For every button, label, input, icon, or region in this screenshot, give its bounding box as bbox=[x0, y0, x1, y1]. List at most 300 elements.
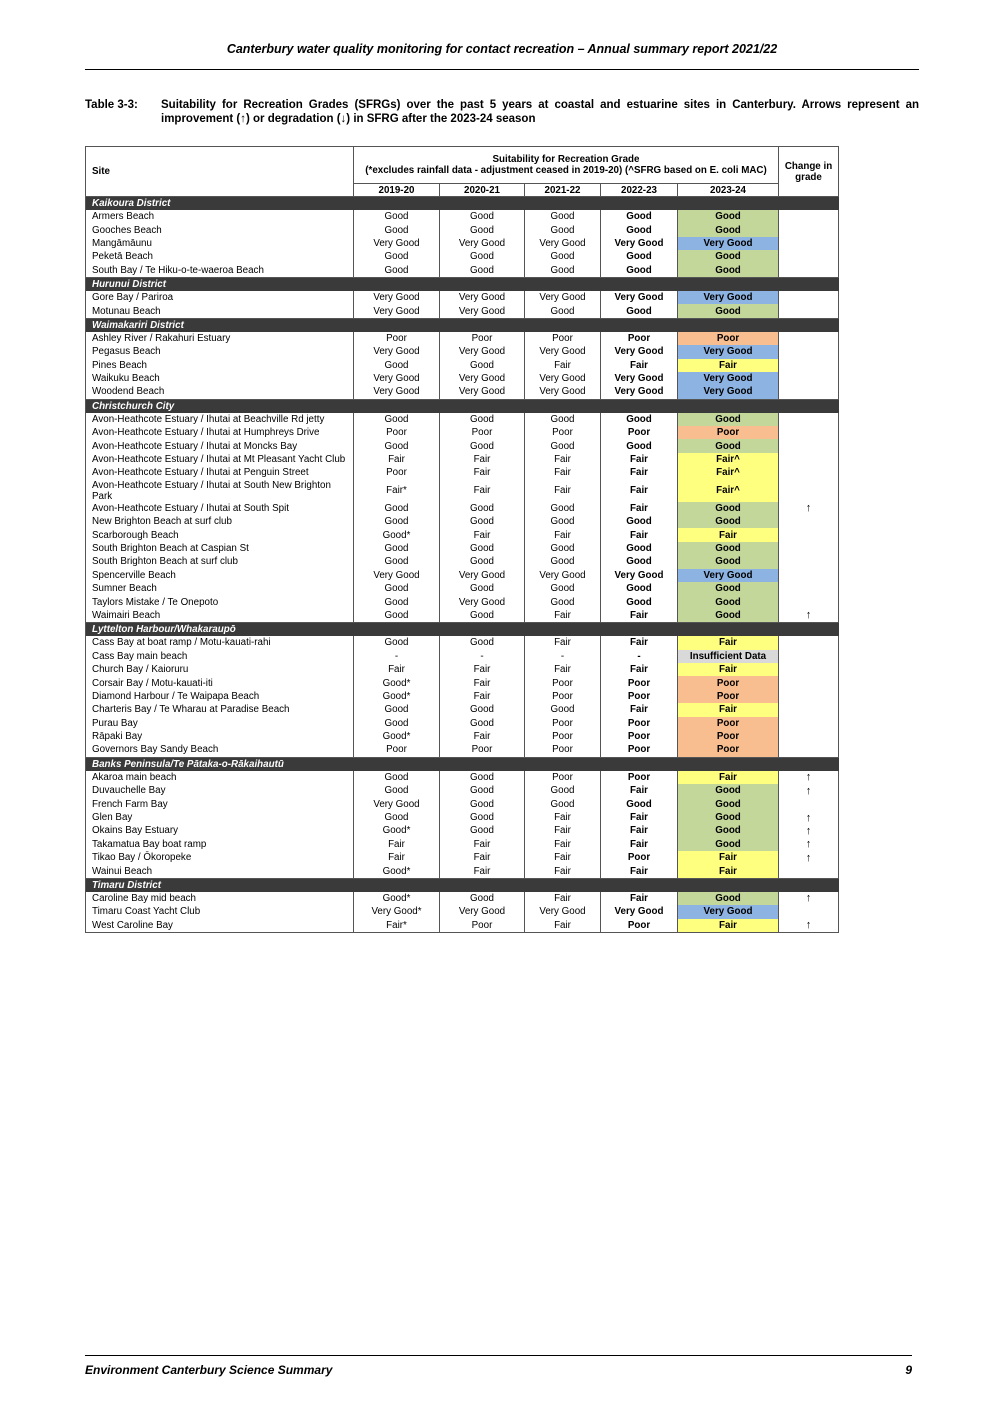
change-arrow-icon bbox=[779, 650, 839, 663]
change-arrow-icon: ↑ bbox=[779, 502, 839, 515]
grade-cell: Fair bbox=[601, 864, 678, 878]
grade-cell: Fair bbox=[440, 730, 525, 743]
district-row-cell bbox=[678, 399, 779, 413]
table-row bbox=[86, 743, 839, 757]
grade-cell: Poor bbox=[440, 743, 525, 757]
grade-cell: Good bbox=[678, 595, 779, 608]
district-row-cell bbox=[440, 197, 525, 211]
change-arrow-icon: ↑ bbox=[779, 811, 839, 824]
page-number: 9 bbox=[905, 1363, 912, 1377]
district-row-cell bbox=[601, 277, 678, 291]
grade-cell: Good bbox=[678, 210, 779, 223]
district-row-cell bbox=[354, 878, 440, 892]
table-row bbox=[86, 905, 839, 918]
grade-cell: Good bbox=[601, 210, 678, 223]
district-row-cell bbox=[354, 623, 440, 637]
grade-cell: Good bbox=[678, 264, 779, 278]
grade-cell: Very Good bbox=[354, 385, 440, 399]
grade-cell: Poor bbox=[354, 426, 440, 439]
grade-cell: Good bbox=[678, 797, 779, 810]
table-row bbox=[86, 569, 839, 582]
district-row-cell bbox=[354, 757, 440, 771]
grade-cell: Very Good bbox=[601, 905, 678, 918]
change-arrow-icon bbox=[779, 223, 839, 236]
grade-cell: Good bbox=[678, 609, 779, 623]
grade-cell: - bbox=[525, 650, 601, 663]
grade-cell: Poor bbox=[678, 332, 779, 345]
grade-cell: Good* bbox=[354, 730, 440, 743]
district-row bbox=[86, 623, 839, 637]
district-row-cell bbox=[678, 197, 779, 211]
grade-cell: Fair bbox=[678, 851, 779, 864]
district-row bbox=[86, 399, 839, 413]
grade-cell: Good bbox=[678, 515, 779, 528]
grade-cell: Good bbox=[678, 413, 779, 426]
change-arrow-icon bbox=[779, 703, 839, 716]
grade-cell: Good bbox=[525, 582, 601, 595]
grade-cell: Fair bbox=[601, 892, 678, 905]
grade-cell: Good bbox=[440, 555, 525, 568]
grade-cell: Good bbox=[525, 703, 601, 716]
district-row-cell bbox=[678, 878, 779, 892]
grade-cell: Fair bbox=[354, 851, 440, 864]
district-row-cell bbox=[440, 757, 525, 771]
site-name: Rāpaki Bay bbox=[86, 730, 354, 743]
grade-cell: Good bbox=[601, 797, 678, 810]
table-row bbox=[86, 824, 839, 837]
district-row-cell bbox=[779, 757, 839, 771]
site-name: Duvauchelle Bay bbox=[86, 784, 354, 797]
grade-cell: Very Good bbox=[525, 237, 601, 250]
grade-cell: Very Good bbox=[601, 345, 678, 358]
table-row bbox=[86, 892, 839, 905]
grade-cell: Very Good bbox=[354, 372, 440, 385]
grade-cell: Good bbox=[354, 223, 440, 236]
site-name: Corsair Bay / Motu-kauati-iti bbox=[86, 676, 354, 689]
grade-cell: Very Good* bbox=[354, 905, 440, 918]
district-row-cell bbox=[678, 277, 779, 291]
grade-cell: Good bbox=[354, 515, 440, 528]
grade-cell: Insufficient Data bbox=[678, 650, 779, 663]
footer-rule bbox=[85, 1355, 912, 1356]
site-name: Diamond Harbour / Te Waipapa Beach bbox=[86, 690, 354, 703]
change-arrow-icon: ↑ bbox=[779, 771, 839, 784]
grade-cell: Fair bbox=[601, 480, 678, 502]
grade-cell: Very Good bbox=[678, 237, 779, 250]
change-arrow-icon bbox=[779, 595, 839, 608]
district-row-cell bbox=[779, 277, 839, 291]
grade-cell: Good bbox=[525, 797, 601, 810]
district-row-cell bbox=[525, 197, 601, 211]
district-row-cell bbox=[779, 318, 839, 332]
site-name: Avon-Heathcote Estuary / Ihutai at Moncks Bay bbox=[86, 439, 354, 452]
grade-cell: Poor bbox=[601, 730, 678, 743]
table-row bbox=[86, 771, 839, 784]
site-name: Governors Bay Sandy Beach bbox=[86, 743, 354, 757]
grade-cell: Very Good bbox=[440, 304, 525, 318]
district-row-cell bbox=[678, 757, 779, 771]
year-header: 2020-21 bbox=[440, 184, 525, 197]
table-row bbox=[86, 690, 839, 703]
table-row bbox=[86, 453, 839, 466]
change-arrow-icon bbox=[779, 542, 839, 555]
change-arrow-icon bbox=[779, 304, 839, 318]
table-row bbox=[86, 359, 839, 372]
site-name: Avon-Heathcote Estuary / Ihutai at Penguin Street bbox=[86, 466, 354, 479]
change-arrow-icon bbox=[779, 250, 839, 263]
table-row bbox=[86, 595, 839, 608]
grade-cell: Fair bbox=[525, 663, 601, 676]
grade-cell: Good bbox=[678, 304, 779, 318]
change-arrow-icon: ↑ bbox=[779, 838, 839, 851]
grade-cell: Good* bbox=[354, 676, 440, 689]
grade-cell: Very Good bbox=[601, 237, 678, 250]
district-row-cell bbox=[354, 399, 440, 413]
grade-cell: Good bbox=[678, 892, 779, 905]
grade-cell: Very Good bbox=[440, 569, 525, 582]
page-header: Canterbury water quality monitoring for contact recreation – Annual summary report 2021/22 bbox=[226, 42, 778, 56]
grade-cell: Poor bbox=[601, 771, 678, 784]
grade-cell: Fair bbox=[440, 851, 525, 864]
change-arrow-icon bbox=[779, 345, 839, 358]
grade-cell: Good bbox=[678, 824, 779, 837]
district-row bbox=[86, 878, 839, 892]
table-row bbox=[86, 345, 839, 358]
grade-cell: Poor bbox=[678, 426, 779, 439]
grade-cell: Very Good bbox=[354, 569, 440, 582]
grade-cell: Very Good bbox=[354, 304, 440, 318]
change-arrow-icon: ↑ bbox=[779, 919, 839, 933]
grade-cell: Poor bbox=[440, 332, 525, 345]
grade-cell: Fair bbox=[525, 359, 601, 372]
grade-cell: Poor bbox=[678, 690, 779, 703]
grade-cell: Fair bbox=[354, 663, 440, 676]
grade-cell: Very Good bbox=[440, 385, 525, 399]
grade-cell: Good bbox=[525, 250, 601, 263]
table-row bbox=[86, 502, 839, 515]
district-row-cell bbox=[440, 277, 525, 291]
grade-cell: Good bbox=[525, 502, 601, 515]
grade-header-line1: Suitability for Recreation Grade bbox=[492, 154, 640, 165]
change-arrow-icon bbox=[779, 569, 839, 582]
district-row-cell bbox=[354, 277, 440, 291]
change-arrow-icon bbox=[779, 663, 839, 676]
grade-cell: Poor bbox=[601, 919, 678, 933]
change-arrow-icon bbox=[779, 439, 839, 452]
grade-cell: Very Good bbox=[440, 237, 525, 250]
grade-cell: Fair bbox=[440, 480, 525, 502]
grade-cell: Good bbox=[440, 582, 525, 595]
table-row bbox=[86, 291, 839, 304]
grade-cell: Good bbox=[601, 439, 678, 452]
grade-cell: Fair bbox=[678, 919, 779, 933]
grade-cell: Poor bbox=[601, 717, 678, 730]
change-arrow-icon: ↑ bbox=[779, 784, 839, 797]
grade-cell: Poor bbox=[525, 690, 601, 703]
year-header: 2019-20 bbox=[354, 184, 440, 197]
change-arrow-icon bbox=[779, 717, 839, 730]
grade-cell: Poor bbox=[601, 743, 678, 757]
caption-number: Table 3-3: bbox=[85, 99, 138, 111]
district-row-cell bbox=[779, 878, 839, 892]
district-name: Timaru District bbox=[86, 878, 354, 892]
grade-cell: Poor bbox=[601, 426, 678, 439]
table-body bbox=[86, 197, 839, 933]
site-name: Woodend Beach bbox=[86, 385, 354, 399]
site-name: Purau Bay bbox=[86, 717, 354, 730]
site-name: Motunau Beach bbox=[86, 304, 354, 318]
table-row bbox=[86, 332, 839, 345]
grade-cell: Good bbox=[440, 502, 525, 515]
table-row bbox=[86, 480, 839, 502]
district-name: Kaikoura District bbox=[86, 197, 354, 211]
district-row-cell bbox=[601, 878, 678, 892]
district-row-cell bbox=[601, 399, 678, 413]
grade-cell: Very Good bbox=[354, 237, 440, 250]
site-name: Akaroa main beach bbox=[86, 771, 354, 784]
table-row bbox=[86, 650, 839, 663]
grade-cell: Poor bbox=[678, 730, 779, 743]
grade-cell: Good* bbox=[354, 864, 440, 878]
grade-cell: Fair bbox=[440, 453, 525, 466]
table-row bbox=[86, 663, 839, 676]
grade-cell: Good bbox=[601, 264, 678, 278]
grade-cell: Poor bbox=[525, 426, 601, 439]
site-name: Cass Bay main beach bbox=[86, 650, 354, 663]
table-row bbox=[86, 223, 839, 236]
grade-cell: Good bbox=[440, 515, 525, 528]
grade-cell: - bbox=[354, 650, 440, 663]
grade-cell: Poor bbox=[354, 332, 440, 345]
grade-cell: Very Good bbox=[601, 372, 678, 385]
grade-cell: Good bbox=[354, 582, 440, 595]
table-row bbox=[86, 609, 839, 623]
grade-cell: Good bbox=[440, 784, 525, 797]
grade-cell: Poor bbox=[525, 676, 601, 689]
grade-cell: Fair bbox=[601, 502, 678, 515]
caption-text: Suitability for Recreation Grades (SFRGs) over the past 5 years at coastal and estuarine sites in Canterbury. Arrows represent an improvement (↑) or degradation (↓) in SFRG after the 2023-24 season bbox=[161, 99, 919, 125]
grade-cell: Fair bbox=[440, 466, 525, 479]
grade-cell: Good bbox=[601, 223, 678, 236]
grade-cell: Very Good bbox=[525, 372, 601, 385]
district-row-cell bbox=[525, 878, 601, 892]
grade-cell: Fair bbox=[601, 636, 678, 649]
table-row bbox=[86, 515, 839, 528]
site-name: Wainui Beach bbox=[86, 864, 354, 878]
grade-cell: Good bbox=[354, 703, 440, 716]
district-row bbox=[86, 197, 839, 211]
sfrg-table bbox=[85, 146, 839, 933]
grade-cell: Very Good bbox=[525, 291, 601, 304]
grade-cell: Fair^ bbox=[678, 466, 779, 479]
grade-cell: Good bbox=[440, 210, 525, 223]
district-row-cell bbox=[525, 623, 601, 637]
district-row-cell bbox=[678, 318, 779, 332]
grade-cell: Fair bbox=[525, 824, 601, 837]
grade-cell: Fair bbox=[525, 811, 601, 824]
district-name: Christchurch City bbox=[86, 399, 354, 413]
change-arrow-icon bbox=[779, 555, 839, 568]
table-row bbox=[86, 304, 839, 318]
grade-cell: Fair bbox=[525, 453, 601, 466]
change-arrow-icon bbox=[779, 372, 839, 385]
change-arrow-icon bbox=[779, 743, 839, 757]
grade-cell: Fair bbox=[678, 771, 779, 784]
grade-cell: Good bbox=[354, 636, 440, 649]
grade-cell: Fair bbox=[678, 703, 779, 716]
grade-cell: Poor bbox=[525, 730, 601, 743]
grade-cell: Fair bbox=[525, 919, 601, 933]
grade-cell: Poor bbox=[525, 743, 601, 757]
district-row-cell bbox=[678, 623, 779, 637]
table-row bbox=[86, 210, 839, 223]
district-row bbox=[86, 318, 839, 332]
change-arrow-icon bbox=[779, 426, 839, 439]
grade-cell: Good bbox=[354, 439, 440, 452]
district-row-cell bbox=[525, 757, 601, 771]
change-arrow-icon bbox=[779, 864, 839, 878]
grade-cell: Fair bbox=[440, 864, 525, 878]
grade-cell: Poor bbox=[525, 332, 601, 345]
grade-cell: Fair bbox=[678, 528, 779, 541]
table-row bbox=[86, 851, 839, 864]
change-column-header: Change in grade bbox=[779, 147, 839, 197]
grade-cell: Good bbox=[678, 838, 779, 851]
grade-cell: Good bbox=[601, 413, 678, 426]
grade-cell: Very Good bbox=[601, 385, 678, 399]
table-row bbox=[86, 413, 839, 426]
grade-cell: Very Good bbox=[354, 291, 440, 304]
change-arrow-icon: ↑ bbox=[779, 609, 839, 623]
site-name: Peketā Beach bbox=[86, 250, 354, 263]
grade-cell: Good bbox=[678, 223, 779, 236]
site-name: Avon-Heathcote Estuary / Ihutai at South Spit bbox=[86, 502, 354, 515]
table-row bbox=[86, 372, 839, 385]
change-arrow-icon bbox=[779, 413, 839, 426]
grade-cell: Poor bbox=[601, 332, 678, 345]
site-name: Avon-Heathcote Estuary / Ihutai at Mt Pleasant Yacht Club bbox=[86, 453, 354, 466]
change-arrow-icon: ↑ bbox=[779, 892, 839, 905]
site-name: Timaru Coast Yacht Club bbox=[86, 905, 354, 918]
site-name: Taylors Mistake / Te Onepoto bbox=[86, 595, 354, 608]
grade-cell: Fair bbox=[678, 663, 779, 676]
grade-cell: Good bbox=[601, 595, 678, 608]
grade-cell: Good bbox=[678, 784, 779, 797]
grade-cell: Good bbox=[601, 515, 678, 528]
site-name: French Farm Bay bbox=[86, 797, 354, 810]
grade-cell: Very Good bbox=[601, 569, 678, 582]
grade-cell: Very Good bbox=[354, 797, 440, 810]
grade-cell: Good bbox=[354, 413, 440, 426]
grade-cell: Good* bbox=[354, 528, 440, 541]
grade-cell: Poor bbox=[678, 743, 779, 757]
grade-cell: Fair bbox=[525, 864, 601, 878]
site-name: South Bay / Te Hiku-o-te-waeroa Beach bbox=[86, 264, 354, 278]
grade-cell: Good bbox=[354, 542, 440, 555]
change-arrow-icon bbox=[779, 385, 839, 399]
grade-cell: Good bbox=[440, 250, 525, 263]
grade-cell: Fair bbox=[354, 838, 440, 851]
grade-cell: Very Good bbox=[525, 905, 601, 918]
table-row bbox=[86, 264, 839, 278]
change-arrow-icon bbox=[779, 690, 839, 703]
grade-cell: Fair bbox=[440, 663, 525, 676]
change-arrow-icon bbox=[779, 480, 839, 502]
grade-cell: Good bbox=[440, 439, 525, 452]
grade-cell: Poor bbox=[601, 676, 678, 689]
change-arrow-icon bbox=[779, 237, 839, 250]
grade-cell: Fair bbox=[440, 838, 525, 851]
site-name: Avon-Heathcote Estuary / Ihutai at Beachville Rd jetty bbox=[86, 413, 354, 426]
district-name: Waimakariri District bbox=[86, 318, 354, 332]
grade-cell: Good bbox=[525, 542, 601, 555]
grade-cell: Very Good bbox=[440, 905, 525, 918]
site-name: Spencerville Beach bbox=[86, 569, 354, 582]
footer-title: Environment Canterbury Science Summary bbox=[85, 1363, 333, 1377]
grade-cell: Very Good bbox=[440, 372, 525, 385]
site-name: Mangāmāunu bbox=[86, 237, 354, 250]
site-name: Cass Bay at boat ramp / Motu-kauati-rahi bbox=[86, 636, 354, 649]
grade-cell: Good bbox=[601, 250, 678, 263]
grade-cell: Good bbox=[525, 784, 601, 797]
table-row bbox=[86, 555, 839, 568]
site-name: Gooches Beach bbox=[86, 223, 354, 236]
table-row bbox=[86, 426, 839, 439]
grade-cell: Good bbox=[354, 609, 440, 623]
grade-cell: Good bbox=[440, 264, 525, 278]
grade-cell: Very Good bbox=[354, 345, 440, 358]
grade-cell: Poor bbox=[354, 466, 440, 479]
change-arrow-icon bbox=[779, 359, 839, 372]
grade-cell: Poor bbox=[440, 919, 525, 933]
grade-cell: Fair bbox=[601, 466, 678, 479]
site-column-header: Site bbox=[86, 147, 354, 197]
grade-cell: Good bbox=[525, 555, 601, 568]
site-name: Scarborough Beach bbox=[86, 528, 354, 541]
grade-cell: Good bbox=[601, 582, 678, 595]
grade-cell: Very Good bbox=[678, 291, 779, 304]
grade-header-line2: (*excludes rainfall data - adjustment ceased in 2019-20) (^SFRG based on E. coli MAC) bbox=[365, 165, 767, 176]
grade-cell: Very Good bbox=[440, 291, 525, 304]
site-name: Pegasus Beach bbox=[86, 345, 354, 358]
grade-cell: Poor bbox=[525, 717, 601, 730]
table-row bbox=[86, 466, 839, 479]
change-arrow-icon bbox=[779, 582, 839, 595]
site-name: Avon-Heathcote Estuary / Ihutai at Humphreys Drive bbox=[86, 426, 354, 439]
grade-cell: Good bbox=[440, 636, 525, 649]
change-arrow-icon bbox=[779, 636, 839, 649]
grade-cell: Good bbox=[354, 595, 440, 608]
table-row bbox=[86, 542, 839, 555]
site-name: Waikuku Beach bbox=[86, 372, 354, 385]
grade-cell: Very Good bbox=[678, 385, 779, 399]
grade-cell: Good bbox=[440, 824, 525, 837]
grade-cell: Fair bbox=[601, 703, 678, 716]
grade-cell: Fair bbox=[601, 453, 678, 466]
grade-cell: Fair bbox=[601, 359, 678, 372]
district-row-cell bbox=[601, 318, 678, 332]
grade-cell: Fair bbox=[601, 838, 678, 851]
grade-cell: Good bbox=[440, 359, 525, 372]
district-row-cell bbox=[779, 197, 839, 211]
district-row-cell bbox=[601, 197, 678, 211]
grade-cell: Good bbox=[601, 555, 678, 568]
grade-cell: Very Good bbox=[525, 569, 601, 582]
grade-cell: Good bbox=[354, 264, 440, 278]
grade-cell: Good bbox=[354, 811, 440, 824]
change-arrow-icon bbox=[779, 730, 839, 743]
grade-cell: Fair bbox=[601, 609, 678, 623]
